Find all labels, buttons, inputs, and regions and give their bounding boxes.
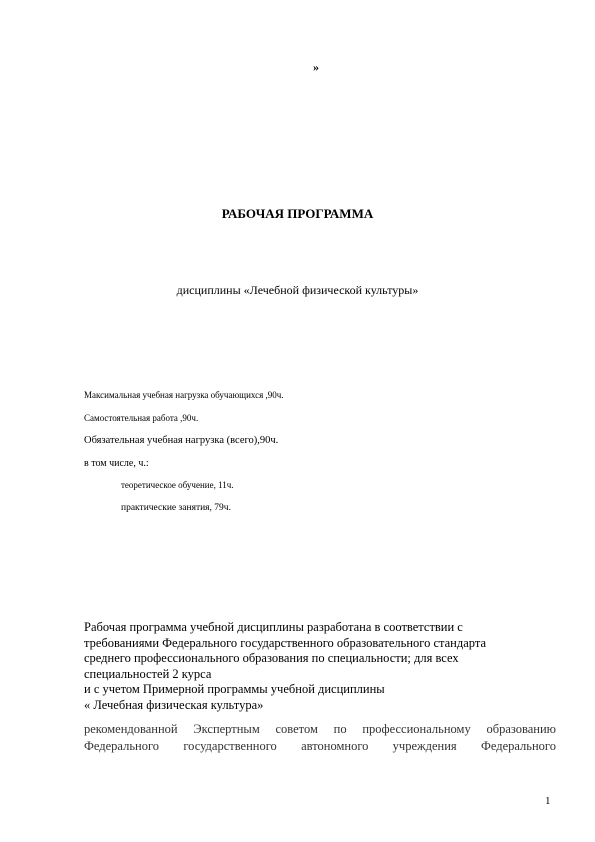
paragraph-line: Рабочая программа учебной дисциплины разработана в соответствии с [84,620,463,634]
workload-max: Максимальная учебная нагрузка обучающихся ,90ч. [84,390,284,400]
paragraph-line: « Лечебная физическая культура» [84,697,264,712]
workload-mandatory: Обязательная учебная нагрузка (всего),90ч. [84,435,279,446]
workload-independent: Самостоятельная работа ,90ч. [84,413,199,423]
paragraph-line: специальностей 2 курса [84,666,212,681]
paragraph-line: требованиями Федерального государственного образовательного стандарта [84,635,487,650]
top-mark: » [313,60,319,74]
workload-including: в том числе, ч.: [84,458,149,469]
workload-practice: практические занятия, 79ч. [121,503,231,513]
paragraph-line: среднего профессионального образования по специальности; для всех [84,651,459,665]
page-number: 1 [545,795,551,807]
recommendation-text [84,721,556,755]
document-title: РАБОЧАЯ ПРОГРАММА [221,206,374,221]
workload-theory: теоретическое обучение, 11ч. [121,480,234,490]
paragraph-line: и с учетом Примерной программы учебной дисциплины [84,682,385,696]
discipline-subtitle: дисциплины «Лечебной физической культуры» [176,283,419,297]
program-description [84,620,536,713]
justified-line: рекомендованной Экспертным советом по профессиональному образованию [84,722,556,736]
justified-line: Федерального государственного автономного учреждения Федерального [84,739,556,753]
